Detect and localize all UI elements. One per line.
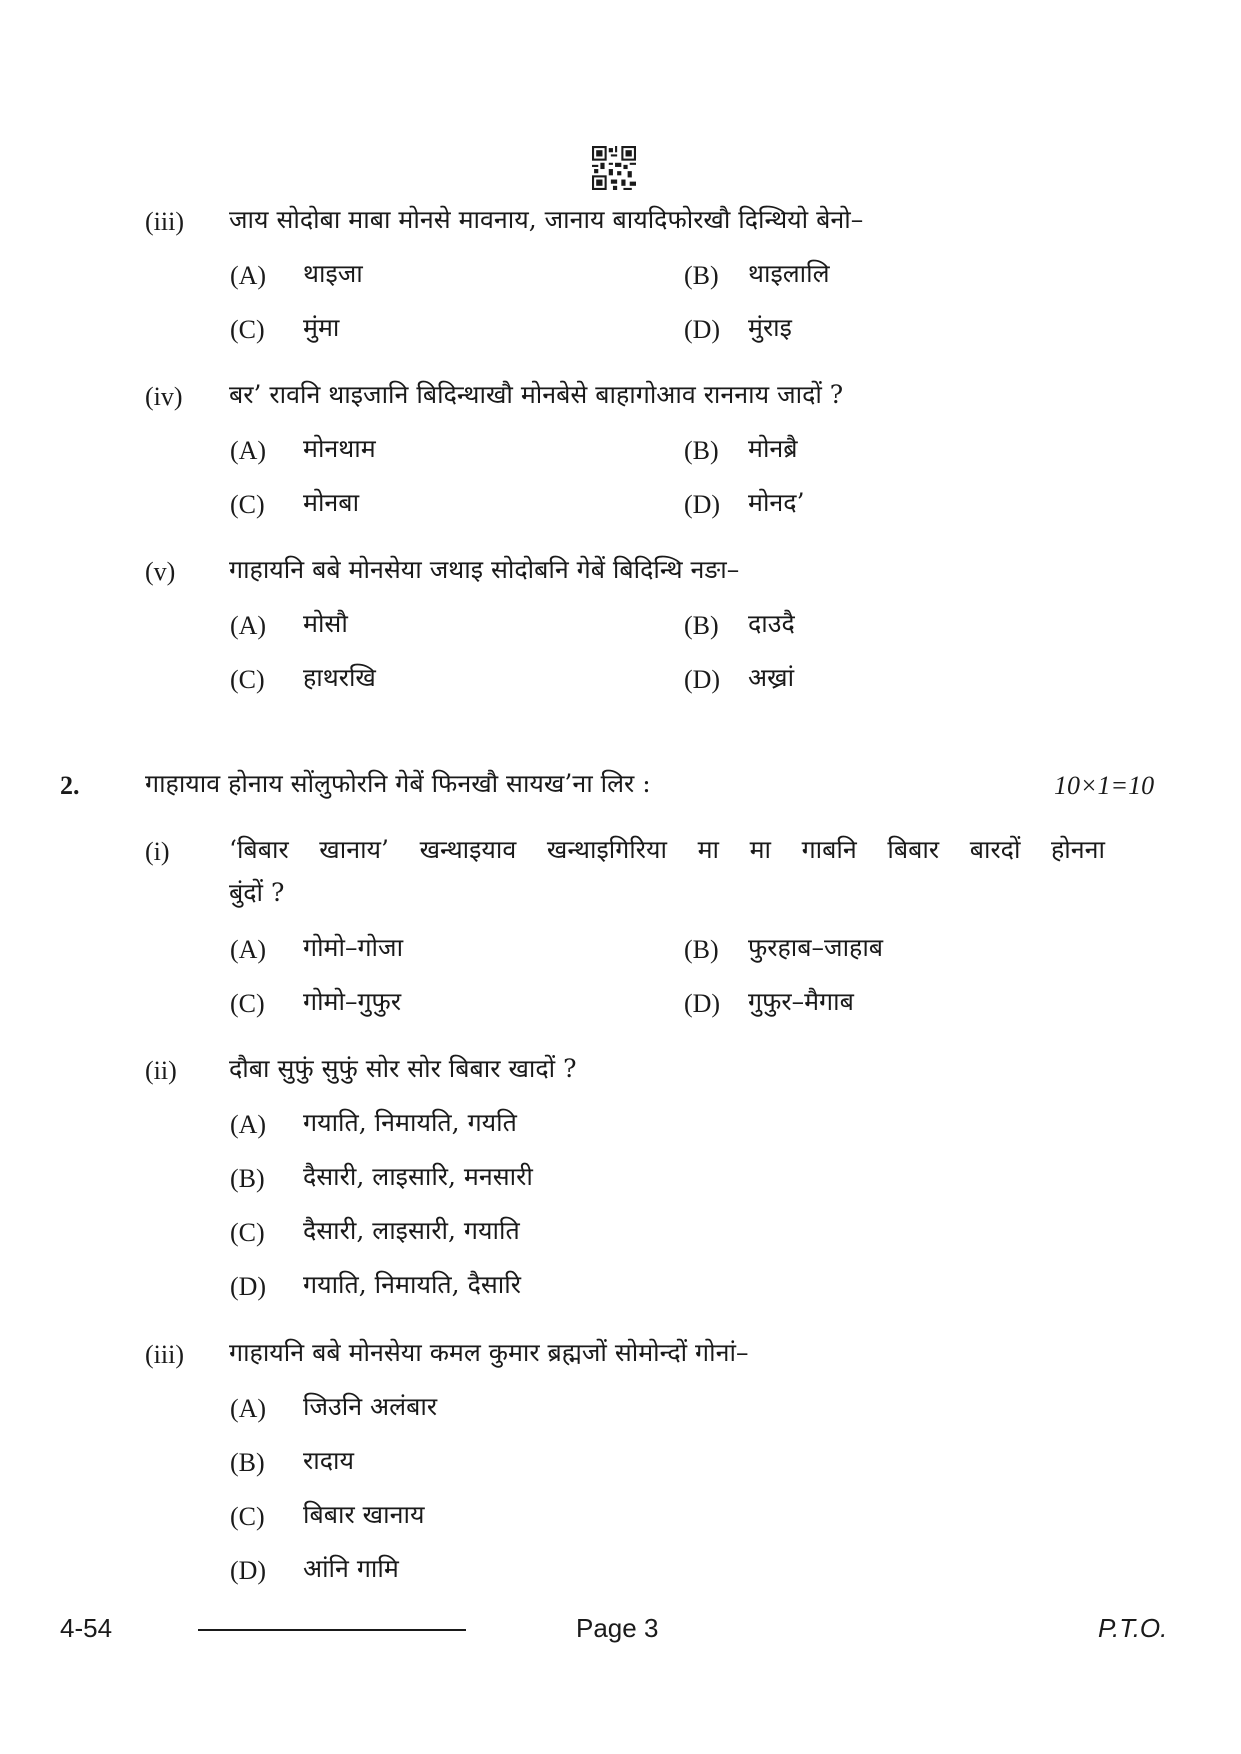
option-text: जिउनि अलंबार [303, 1392, 438, 1421]
option-label: (A) [230, 611, 267, 640]
question-number: (i) [145, 837, 170, 866]
qr-code [592, 146, 636, 190]
question-text: जाय सोदोबा माबा मोनसे मावनाय, जानाय बायदिफोरखौ दिन्थियो बेनो– [229, 205, 864, 234]
option-label: (C) [230, 665, 265, 694]
option-label: (B) [230, 1448, 265, 1477]
option-label: (A) [230, 935, 267, 964]
option-text: गयाति, निमायति, दैसारि [303, 1270, 521, 1299]
paper-code: 4-54 [60, 1613, 113, 1643]
question-number: (iii) [145, 1340, 184, 1369]
option-text: मोनबा [303, 488, 360, 517]
question-number: (iii) [145, 207, 184, 236]
option-text: गुफुर–मैगाब [748, 987, 854, 1016]
option-text: मोनब्रै [748, 434, 798, 463]
option-label: (A) [230, 436, 267, 465]
option-text: गयाति, निमायति, गयति [303, 1108, 517, 1137]
option-label: (B) [684, 935, 719, 964]
option-text: अख्रां [748, 663, 795, 692]
option-label: (D) [230, 1272, 267, 1301]
option-text: दैसारी, लाइसारि, मनसारी [303, 1162, 533, 1191]
question-text: बर’ रावनि थाइजानि बिदिन्थाखौ मोनबेसे बाहागोआव राननाय जादों ? [229, 380, 844, 409]
option-label: (B) [230, 1164, 265, 1193]
question-number: (ii) [145, 1056, 177, 1085]
option-label: (A) [230, 1110, 267, 1139]
question-text-continued: बुंदों ? [229, 878, 285, 907]
footer-divider [198, 1629, 466, 1631]
option-label: (D) [684, 490, 721, 519]
option-label: (D) [684, 989, 721, 1018]
option-text: मोनद’ [748, 488, 805, 517]
option-label: (D) [684, 665, 721, 694]
question-number: (iv) [145, 382, 183, 411]
option-text: गोमो–गोजा [303, 933, 404, 962]
question-text: ‘बिबार खानाय’ खन्थाइयाव खन्थाइगिरिया मा मा गाबनि बिबार बारदों होनना [229, 835, 1105, 864]
marks-allocation: 10×1=10 [1054, 771, 1155, 800]
question-text: दौबा सुफुं सुफुं सोर सोर बिबार खादों ? [229, 1054, 577, 1083]
option-label: (C) [230, 1218, 265, 1247]
option-label: (C) [230, 989, 265, 1018]
option-label: (A) [230, 1394, 267, 1423]
option-text: आंनि गामि [303, 1554, 399, 1583]
option-label: (D) [230, 1556, 267, 1585]
option-text: मुंमा [303, 313, 340, 342]
option-text: दाउदै [748, 609, 795, 638]
option-text: रादाय [303, 1446, 354, 1475]
option-text: हाथरखि [303, 663, 376, 692]
option-label: (A) [230, 261, 267, 290]
option-label: (D) [684, 315, 721, 344]
option-text: दैसारी, लाइसारी, गयाति [303, 1216, 520, 1245]
option-text: गोमो–गुफुर [303, 987, 402, 1016]
page-number: Page 3 [576, 1613, 659, 1643]
option-text: बिबार खानाय [303, 1500, 425, 1529]
question-number: 2. [60, 771, 80, 800]
option-text: मोनथाम [303, 434, 376, 463]
option-label: (B) [684, 261, 719, 290]
question-text: गाहायाव होनाय सोंलुफोरनि गेबें फिनखौ सायख’ना लिर : [145, 769, 651, 798]
option-label: (C) [230, 1502, 265, 1531]
question-text: गाहायनि बबे मोनसेया जथाइ सोदोबनि गेबें बिदिन्थि नङा– [229, 555, 740, 584]
option-text: मोसौ [303, 609, 348, 638]
option-label: (C) [230, 315, 265, 344]
please-turn-over: P.T.O. [1098, 1613, 1168, 1643]
option-text: मुंराइ [748, 313, 792, 342]
option-label: (B) [684, 611, 719, 640]
option-text: थाइजा [303, 259, 363, 288]
question-number: (v) [145, 557, 176, 586]
option-text: थाइलालि [748, 259, 830, 288]
option-text: फुरहाब–जाहाब [748, 933, 884, 962]
option-label: (B) [684, 436, 719, 465]
question-text: गाहायनि बबे मोनसेया कमल कुमार ब्रह्मजों सोमोन्दों गोनां– [229, 1338, 749, 1367]
option-label: (C) [230, 490, 265, 519]
